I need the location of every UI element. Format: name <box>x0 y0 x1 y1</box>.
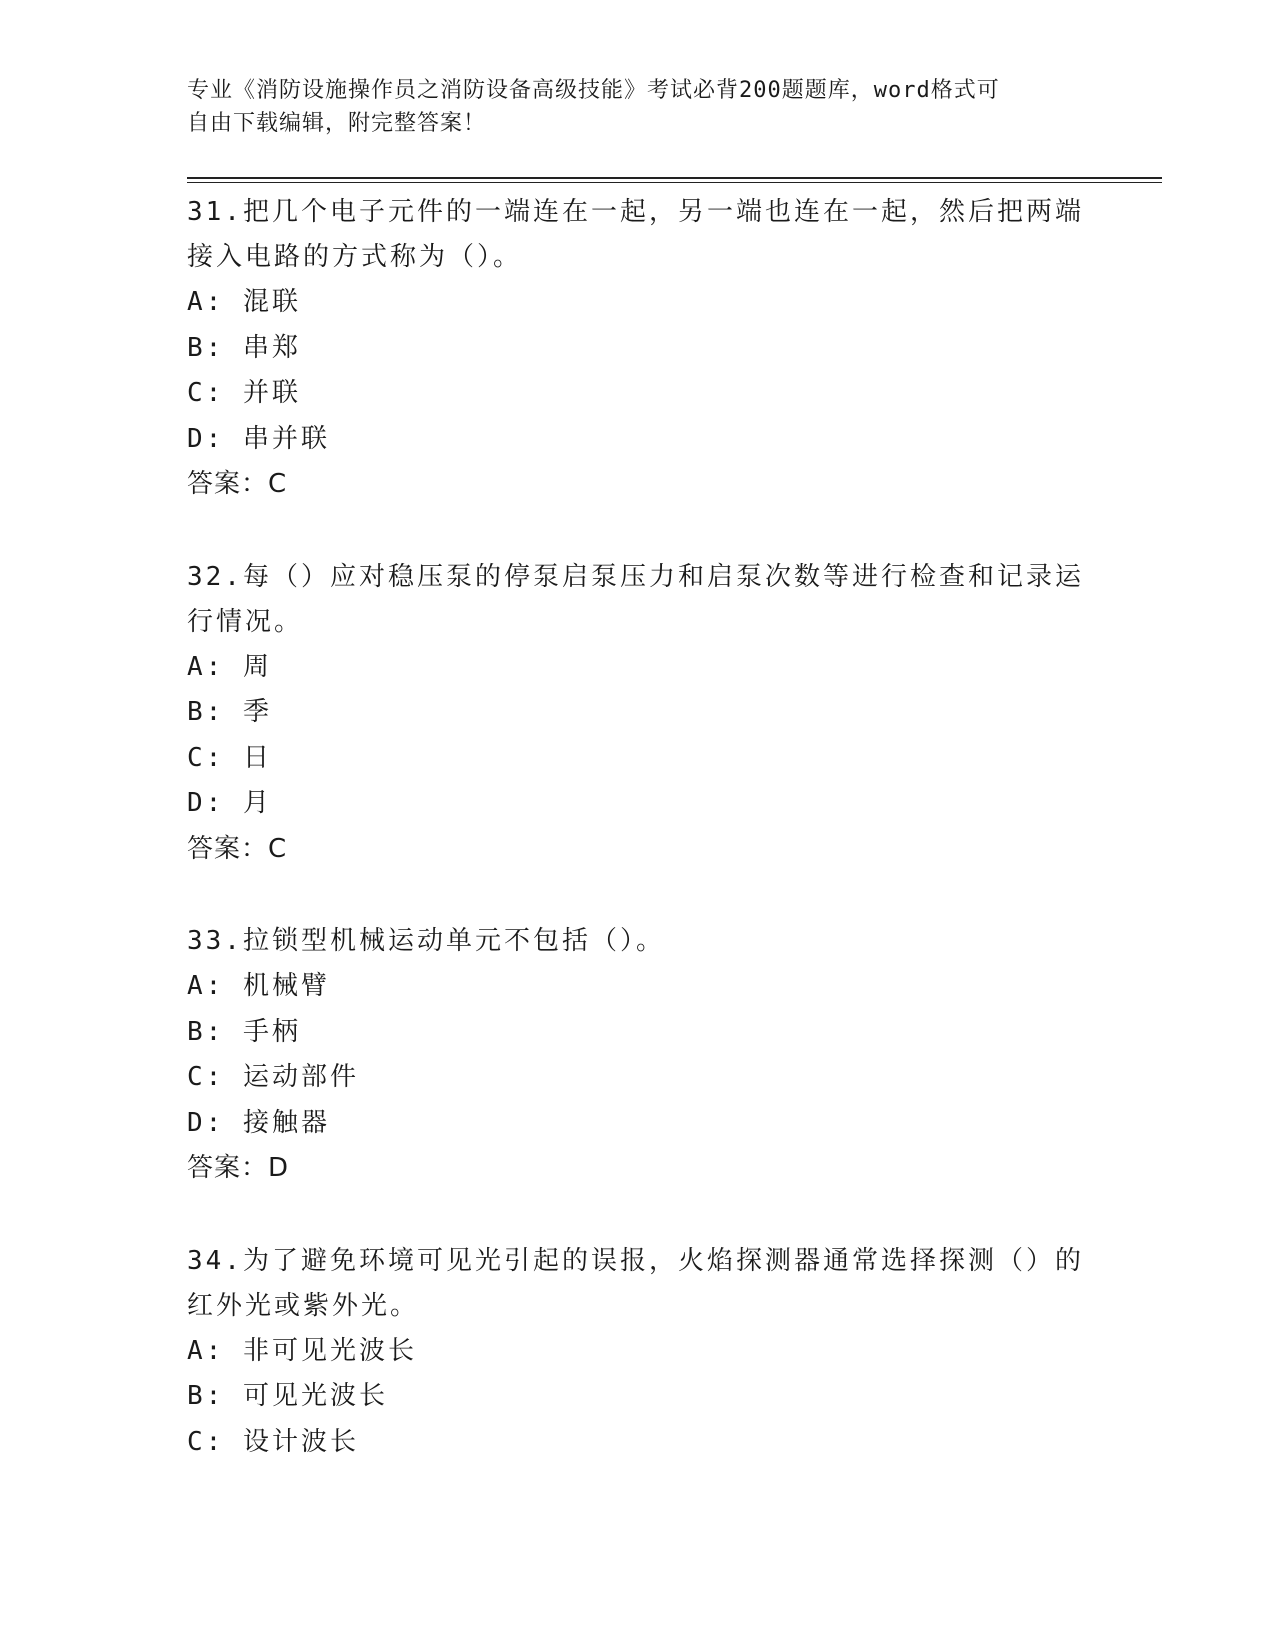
option-a: A: 非可见光波长 <box>187 1335 417 1366</box>
question-31 <box>187 190 1087 508</box>
answer: 答案：D <box>187 1153 290 1183</box>
answer: 答案：C <box>187 833 288 864</box>
question-33 <box>187 919 1087 1192</box>
option-c: C: 日 <box>187 742 272 773</box>
question-stem-line-2: 红外光或紫外光。 <box>187 1290 420 1321</box>
question-stem-line-1: 31.把几个电子元件的一端连在一起，另一端也连在一起，然后把两端 <box>187 197 1084 227</box>
answer: 答案：C <box>187 469 288 499</box>
option-c: C: 设计波长 <box>187 1426 359 1457</box>
option-a: A: 混联 <box>187 287 301 317</box>
option-d: D: 接触器 <box>187 1107 330 1138</box>
option-b: B: 串郑 <box>187 332 301 363</box>
header-line-2: 自由下载编辑，附完整答案！ <box>187 111 487 136</box>
option-d: D: 串并联 <box>187 423 330 454</box>
question-stem-line-1: 32.每（）应对稳压泵的停泵启泵压力和启泵次数等进行检查和记录运 <box>187 561 1084 592</box>
header-divider-thick <box>187 177 1162 179</box>
option-c: C: 运动部件 <box>187 1062 359 1092</box>
option-b: B: 手柄 <box>187 1016 301 1047</box>
question-32 <box>187 555 1087 873</box>
question-stem-line-1: 34.为了避免环境可见光引起的误报，火焰探测器通常选择探测（）的 <box>187 1245 1084 1276</box>
option-a: A: 周 <box>187 651 272 682</box>
document-page <box>187 0 1162 1650</box>
option-d: D: 月 <box>187 788 272 818</box>
option-c: C: 并联 <box>187 378 301 408</box>
document-header <box>187 74 1087 140</box>
option-b: B: 可见光波长 <box>187 1381 388 1411</box>
question-34 <box>187 1239 1087 1466</box>
question-list <box>187 190 1087 1512</box>
question-stem-line-2: 行情况。 <box>187 606 304 637</box>
header-divider-thin <box>187 182 1162 183</box>
option-a: A: 机械臂 <box>187 971 330 1001</box>
question-stem-line-1: 33.拉锁型机械运动单元不包括（）。 <box>187 926 665 956</box>
option-b: B: 季 <box>187 697 272 727</box>
header-line-1: 专业《消防设施操作员之消防设备高级技能》考试必背200题题库，word格式可 <box>187 78 1000 103</box>
question-stem-line-2: 接入电路的方式称为（）。 <box>187 242 523 272</box>
